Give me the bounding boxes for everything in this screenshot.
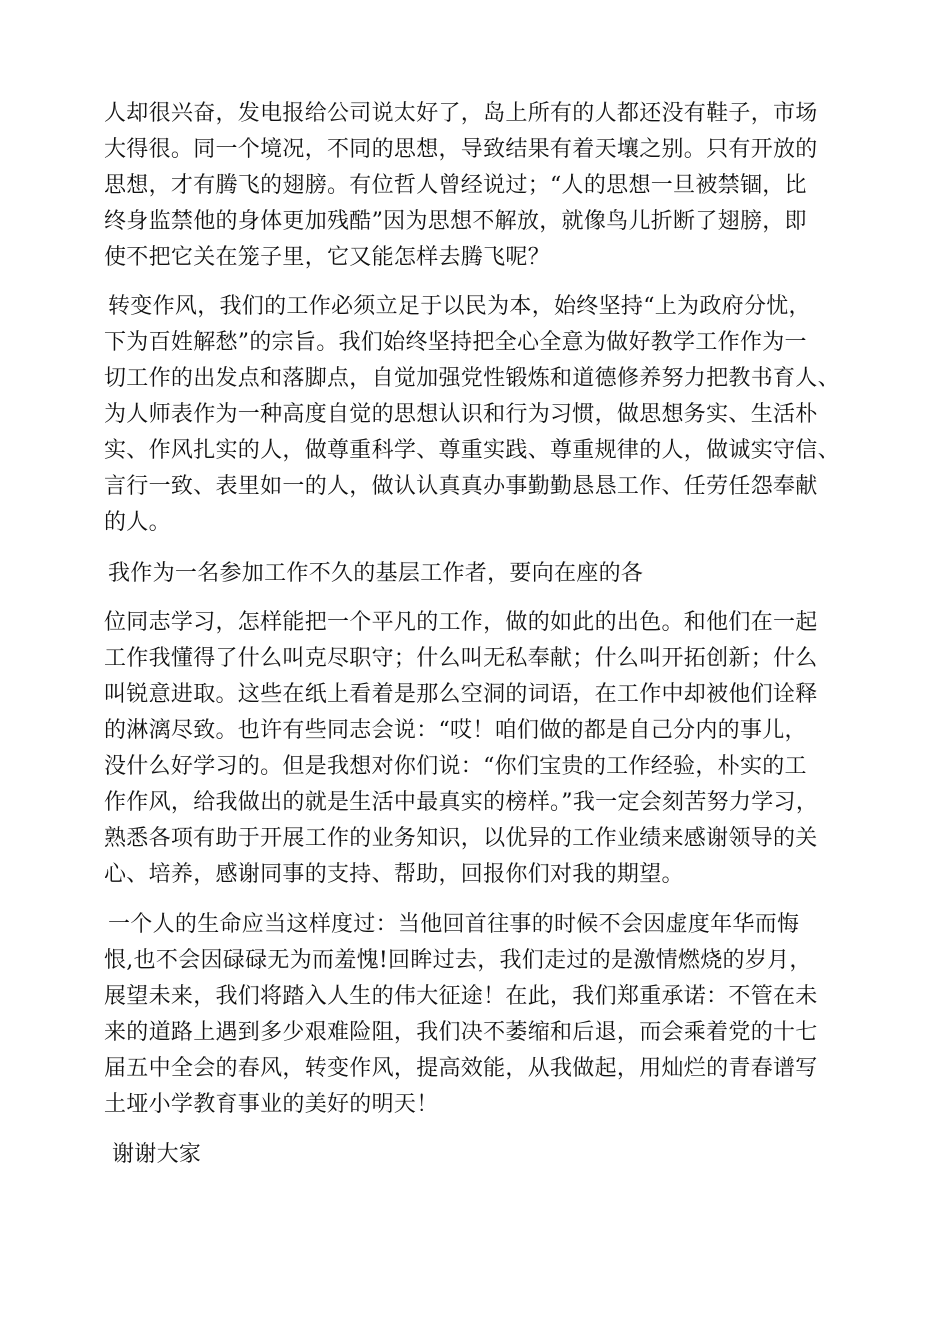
paragraph-4-line-2: 工作我懂得了什么叫克尽职守；什么叫无私奉献；什么叫开拓创新；什么: [104, 646, 818, 671]
paragraph-1-line-4: 终身监禁他的身体更加残酷”因为思想不解放，就像鸟儿折断了翅膀，即: [104, 209, 807, 234]
paragraph-2-line-7: 的人。: [104, 510, 171, 535]
paragraph-5-line-6: 土垭小学教育事业的美好的明天！: [104, 1092, 439, 1117]
paragraph-4-line-8: 心、培养，感谢同事的支持、帮助，回报你们对我的期望。: [104, 862, 684, 887]
paragraph-2-line-1: 转变作风，我们的工作必须立足于以民为本，始终坚持“上为政府分忧，: [108, 294, 811, 319]
paragraph-1-line-2: 大得很。同一个境况，不同的思想，导致结果有着天壤之别。只有开放的: [104, 137, 818, 162]
paragraph-1-line-5: 使不把它关在笼子里，它又能怎样去腾飞呢？: [104, 245, 551, 270]
paragraph-4-line-6: 作作风，给我做出的就是生活中最真实的榜样。”我一定会刻苦努力学习，: [104, 790, 819, 815]
paragraph-5-line-3: 展望未来，我们将踏入人生的伟大征途！在此，我们郑重承诺：不管在未: [104, 984, 818, 1009]
paragraph-4-line-3: 叫锐意进取。这些在纸上看着是那么空洞的词语，在工作中却被他们诠释: [104, 682, 818, 707]
paragraph-5-line-1: 一个人的生命应当这样度过：当他回首往事的时候不会因虚度年华而悔: [108, 912, 800, 937]
paragraph-4-line-7: 熟悉各项有助于开展工作的业务知识，以优异的工作业绩来感谢领导的关: [104, 826, 818, 851]
paragraph-2-line-6: 言行一致、表里如一的人，做认认真真办事勤勤恳恳工作、任劳任怨奉献: [104, 474, 818, 499]
paragraph-4-line-5: 没什么好学习的。但是我想对你们说：“你们宝贵的工作经验，朴实的工: [104, 754, 807, 779]
paragraph-2-line-2: 下为百姓解愁”的宗旨。我们始终坚持把全心全意为做好教学工作作为一: [104, 330, 807, 355]
paragraph-1-line-1: 人却很兴奋，发电报给公司说太好了，岛上所有的人都还没有鞋子，市场: [104, 101, 818, 126]
closing-thanks: 谢谢大家: [112, 1142, 202, 1167]
paragraph-5-line-4: 来的道路上遇到多少艰难险阻，我们决不萎缩和后退，而会乘着党的十七: [104, 1020, 818, 1045]
paragraph-5-line-2: 恨,也不会因碌碌无为而羞愧!回眸过去，我们走过的是激情燃烧的岁月，: [104, 948, 812, 973]
paragraph-4-line-1: 位同志学习，怎样能把一个平凡的工作，做的如此的出色。和他们在一起: [104, 610, 818, 635]
paragraph-2-line-3: 切工作的出发点和落脚点，自觉加强党性锻炼和道德修养努力把教书育人、: [104, 366, 840, 391]
paragraph-3-line-1: 我作为一名参加工作不久的基层工作者，要向在座的各: [108, 561, 644, 586]
paragraph-2-line-5: 实、作风扎实的人，做尊重科学、尊重实践、尊重规律的人，做诚实守信、: [104, 438, 840, 463]
paragraph-1-line-3: 思想，才有腾飞的翅膀。有位哲人曾经说过；“人的思想一旦被禁锢，比: [104, 173, 807, 198]
paragraph-4-line-4: 的淋漓尽致。也许有些同志会说：“哎！咱们做的都是自己分内的事儿，: [104, 718, 807, 743]
paragraph-2-line-4: 为人师表作为一种高度自觉的思想认识和行为习惯，做思想务实、生活朴: [104, 402, 818, 427]
paragraph-5-line-5: 届五中全会的春风，转变作风，提高效能，从我做起，用灿烂的青春谱写: [104, 1056, 818, 1081]
